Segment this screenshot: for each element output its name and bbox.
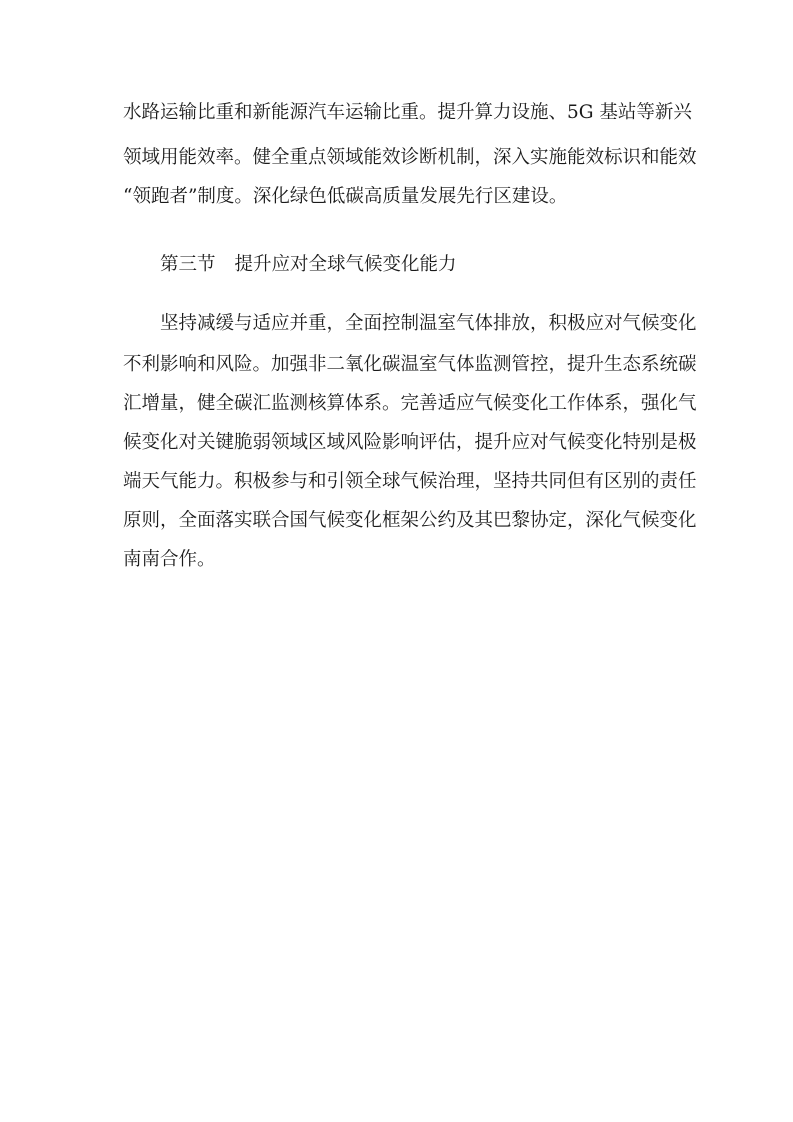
paragraph-2-line-7: 南南合作。 (123, 549, 216, 570)
paragraph-1-line-2: 领域用能效率。健全重点领域能效诊断机制，深入实施能效标识和能效 (123, 147, 697, 168)
paragraph-2-line-4: 候变化对关键脆弱领域区域风险影响评估，提升应对气候变化特别是极 (123, 432, 697, 453)
paragraph-2-line-1: 坚持减缓与适应并重，全面控制温室气体排放，积极应对气候变化 (160, 313, 697, 334)
section-number: 第三节 (160, 254, 216, 275)
paragraph-2-line-5: 端天气能力。积极参与和引领全球气候治理，坚持共同但有区别的责任 (123, 471, 697, 492)
paragraph-2-line-2: 不利影响和风险。加强非二氧化碳温室气体监测管控，提升生态系统碳 (123, 354, 697, 375)
paragraph-2-line-3: 汇增量，健全碳汇监测核算体系。完善适应气候变化工作体系，强化气 (123, 393, 697, 414)
paragraph-2-line-6: 原则，全面落实联合国气候变化框架公约及其巴黎协定，深化气候变化 (123, 510, 697, 531)
paragraph-1-line-3: “领跑者”制度。深化绿色低碳高质量发展先行区建设。 (123, 186, 568, 207)
section-title: 提升应对全球气候变化能力 (234, 254, 457, 275)
paragraph-1-line-1: 水路运输比重和新能源汽车运输比重。提升算力设施、5G 基站等新兴 (123, 102, 692, 123)
section-heading (160, 252, 457, 278)
